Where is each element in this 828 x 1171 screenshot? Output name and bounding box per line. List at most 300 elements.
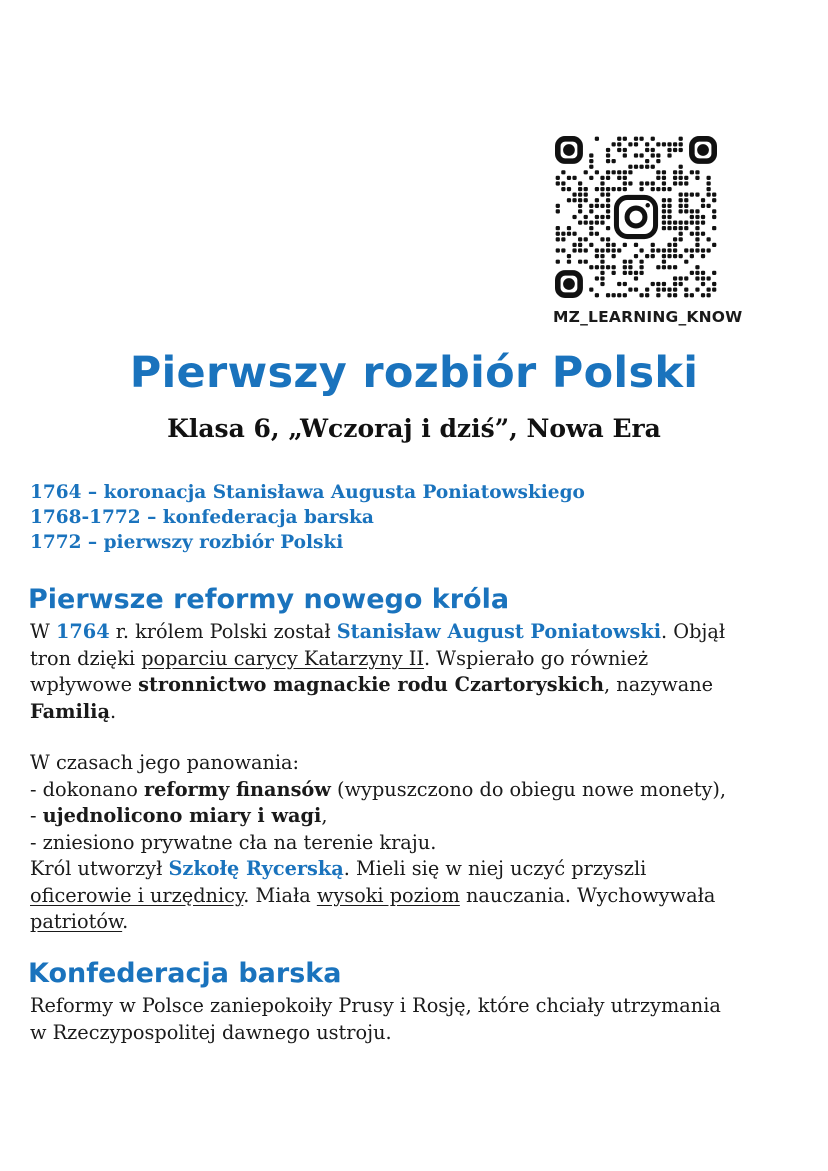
qr-module — [628, 287, 632, 291]
qr-module — [634, 142, 638, 146]
qr-module — [695, 265, 699, 269]
qr-module — [595, 170, 599, 174]
qr-module — [662, 215, 666, 219]
qr-module — [690, 193, 694, 197]
qr-module — [662, 260, 666, 264]
qr-module — [612, 187, 616, 191]
qr-module — [690, 220, 694, 224]
qr-module — [612, 254, 616, 258]
qr-module — [673, 248, 677, 252]
qr-module — [572, 248, 576, 252]
qr-module — [701, 198, 705, 202]
qr-module — [623, 187, 627, 191]
text: - dokonano — [30, 777, 144, 801]
qr-module — [589, 176, 593, 180]
qr-module — [617, 282, 621, 286]
qr-module — [578, 198, 582, 202]
qr-module — [656, 248, 660, 252]
text-line — [30, 619, 810, 646]
qr-module — [667, 153, 671, 157]
qr-module — [584, 170, 588, 174]
qr-module — [701, 282, 705, 286]
qr-module — [651, 137, 655, 141]
qr-module — [684, 204, 688, 208]
qr-module — [584, 220, 588, 224]
qr-module — [684, 260, 688, 264]
instagram-icon — [612, 193, 660, 241]
qr-module — [578, 187, 582, 191]
qr-module — [634, 153, 638, 157]
qr-module — [606, 209, 610, 213]
qr-module — [634, 271, 638, 275]
qr-module — [690, 170, 694, 174]
qr-module — [617, 293, 621, 297]
qr-module — [712, 226, 716, 230]
qr-module — [584, 260, 588, 264]
qr-module — [645, 165, 649, 169]
timeline — [30, 480, 585, 555]
qr-module — [667, 142, 671, 146]
qr-module — [662, 198, 666, 202]
text: . Wspierało go również — [424, 646, 649, 670]
text: (wypuszczono do obiegu nowe monety), — [330, 777, 727, 801]
qr-module — [695, 226, 699, 230]
qr-module — [679, 165, 683, 169]
text: wpływowe — [30, 673, 139, 696]
qr-module — [673, 170, 677, 174]
qr-module — [589, 226, 593, 230]
qr-module — [684, 193, 688, 197]
qr-module — [623, 137, 627, 141]
qr-module — [600, 193, 604, 197]
qr-module — [662, 226, 666, 230]
qr-module — [706, 193, 710, 197]
qr-module — [589, 209, 593, 213]
qr-module — [595, 248, 599, 252]
qr-module — [667, 209, 671, 213]
bold-text: Familią — [30, 699, 110, 723]
qr-module — [695, 271, 699, 275]
bold-text: ujednolicono miary i wagi — [42, 804, 322, 827]
qr-module — [651, 148, 655, 152]
qr-module — [706, 276, 710, 280]
qr-module — [656, 176, 660, 180]
qr-module — [623, 153, 627, 157]
qr-module — [701, 204, 705, 208]
qr-module — [623, 148, 627, 152]
qr-module — [651, 153, 655, 157]
qr-module — [667, 287, 671, 291]
qr-module — [584, 193, 588, 197]
underlined-text: poparciu carycy Katarzyny II — [141, 646, 425, 670]
qr-module — [684, 209, 688, 213]
qr-module — [639, 248, 643, 252]
qr-module — [662, 287, 666, 291]
text: W — [30, 620, 56, 643]
qr-module — [589, 159, 593, 163]
qr-module — [567, 187, 571, 191]
qr-module — [651, 187, 655, 191]
qr-module — [667, 220, 671, 224]
reforms-paragraph-2 — [30, 750, 810, 936]
qr-module — [578, 181, 582, 185]
qr-module — [606, 193, 610, 197]
qr-module — [645, 254, 649, 258]
qr-module — [556, 226, 560, 230]
qr-module — [606, 153, 610, 157]
qr-module — [589, 153, 593, 157]
qr-module — [679, 209, 683, 213]
qr-module — [567, 198, 571, 202]
list-item: - zniesiono prywatne cła na terenie kraju. — [30, 830, 437, 854]
qr-module — [695, 243, 699, 247]
qr-module — [684, 226, 688, 230]
qr-module — [679, 276, 683, 280]
qr-module — [667, 198, 671, 202]
qr-module — [628, 142, 632, 146]
qr-module — [662, 282, 666, 286]
timeline-item: 1768-1772 – konfederacja barska — [30, 507, 374, 528]
qr-module — [679, 237, 683, 241]
qr-module — [578, 237, 582, 241]
qr-module — [578, 243, 582, 247]
qr-module — [600, 260, 604, 264]
text: nauczania. Wychowywała — [459, 883, 716, 907]
qr-module — [662, 170, 666, 174]
qr-module — [623, 271, 627, 275]
qr-module — [556, 181, 560, 185]
qr-module — [584, 248, 588, 252]
qr-module — [572, 215, 576, 219]
qr-module — [679, 142, 683, 146]
qr-module — [612, 243, 616, 247]
qr-module — [662, 209, 666, 213]
qr-module — [690, 209, 694, 213]
qr-module — [639, 271, 643, 275]
qr-module — [595, 276, 599, 280]
qr-module — [651, 181, 655, 185]
qr-code-block — [552, 136, 743, 326]
qr-module — [673, 148, 677, 152]
qr-module — [578, 248, 582, 252]
qr-module — [623, 176, 627, 180]
qr-module — [712, 287, 716, 291]
qr-module — [695, 232, 699, 236]
qr-module — [684, 198, 688, 202]
qr-module — [706, 287, 710, 291]
qr-module — [679, 232, 683, 236]
qr-module — [645, 142, 649, 146]
qr-module — [572, 243, 576, 247]
qr-module — [695, 215, 699, 219]
qr-module — [679, 137, 683, 141]
qr-module — [656, 170, 660, 174]
qr-module — [662, 265, 666, 269]
text: . — [110, 699, 117, 723]
qr-module — [712, 243, 716, 247]
qr-module — [572, 232, 576, 236]
qr-module — [651, 282, 655, 286]
qr-module — [673, 254, 677, 258]
qr-module — [712, 215, 716, 219]
qr-module — [617, 148, 621, 152]
qr-module — [695, 287, 699, 291]
qr-module — [595, 232, 599, 236]
qr-module — [567, 254, 571, 258]
confederation-paragraph — [30, 993, 810, 1046]
qr-module — [695, 193, 699, 197]
qr-module — [679, 282, 683, 286]
qr-module — [567, 176, 571, 180]
qr-module — [589, 287, 593, 291]
qr-module — [673, 237, 677, 241]
qr-module — [684, 287, 688, 291]
qr-module — [673, 181, 677, 185]
qr-module — [651, 248, 655, 252]
qr-module — [556, 204, 560, 208]
king-name: Stanisław August Poniatowski — [336, 620, 662, 643]
qr-module — [656, 287, 660, 291]
bold-text: stronnictwo magnackie rodu Czartoryskich — [138, 673, 605, 696]
qr-module — [662, 181, 666, 185]
qr-module — [617, 142, 621, 146]
qr-module — [595, 265, 599, 269]
timeline-item: 1772 – pierwszy rozbiór Polski — [30, 532, 344, 553]
qr-module — [706, 237, 710, 241]
qr-module — [695, 248, 699, 252]
qr-module — [639, 137, 643, 141]
qr-module — [673, 265, 677, 269]
qr-module — [595, 198, 599, 202]
qr-module — [701, 254, 705, 258]
qr-module — [634, 165, 638, 169]
qr-module — [606, 248, 610, 252]
qr-module — [684, 276, 688, 280]
text: , — [321, 804, 328, 827]
qr-module — [662, 142, 666, 146]
qr-module — [589, 220, 593, 224]
qr-module — [639, 260, 643, 264]
qr-module — [695, 237, 699, 241]
qr-module — [706, 181, 710, 185]
qr-module — [684, 220, 688, 224]
qr-module — [567, 232, 571, 236]
page-subtitle: Klasa 6, „Wczoraj i dziś”, Nowa Era — [167, 414, 661, 443]
qr-module — [556, 260, 560, 264]
qr-module — [679, 170, 683, 174]
qr-module — [567, 226, 571, 230]
qr-module — [639, 181, 643, 185]
qr-module — [634, 254, 638, 258]
qr-module — [623, 243, 627, 247]
qr-code[interactable] — [555, 136, 717, 298]
qr-module — [695, 209, 699, 213]
qr-module — [667, 226, 671, 230]
qr-module — [706, 248, 710, 252]
qr-module — [584, 198, 588, 202]
qr-module — [600, 271, 604, 275]
qr-module — [645, 287, 649, 291]
qr-module — [600, 254, 604, 258]
qr-module — [600, 176, 604, 180]
qr-module — [684, 248, 688, 252]
qr-module — [634, 137, 638, 141]
section-heading-confederation: Konfederacja barska — [28, 958, 342, 989]
qr-module — [617, 187, 621, 191]
qr-module — [673, 220, 677, 224]
qr-module — [651, 254, 655, 258]
bold-text: reformy finansów — [143, 777, 331, 801]
qr-module — [578, 220, 582, 224]
qr-module — [645, 148, 649, 152]
qr-module — [606, 187, 610, 191]
qr-module — [606, 159, 610, 163]
qr-module — [572, 176, 576, 180]
qr-module — [628, 260, 632, 264]
qr-module — [673, 276, 677, 280]
qr-module — [662, 254, 666, 258]
qr-module — [701, 232, 705, 236]
qr-module — [595, 254, 599, 258]
qr-module — [561, 232, 565, 236]
text: Król utworzył — [30, 857, 169, 880]
qr-module — [656, 187, 660, 191]
qr-module — [612, 170, 616, 174]
qr-module — [606, 148, 610, 152]
qr-module — [706, 176, 710, 180]
qr-module — [662, 248, 666, 252]
qr-module — [712, 271, 716, 275]
qr-module — [662, 176, 666, 180]
qr-module — [690, 271, 694, 275]
qr-module — [656, 142, 660, 146]
qr-module — [695, 220, 699, 224]
text: . Miała — [243, 883, 317, 907]
qr-module — [606, 204, 610, 208]
school-name: Szkołę Rycerską — [168, 857, 344, 880]
text: . Objął — [661, 620, 726, 643]
qr-module — [679, 254, 683, 258]
qr-module — [690, 254, 694, 258]
qr-module — [679, 198, 683, 202]
qr-module — [645, 159, 649, 163]
qr-module — [556, 232, 560, 236]
qr-module — [600, 282, 604, 286]
qr-module — [673, 176, 677, 180]
qr-module — [679, 181, 683, 185]
qr-module — [595, 204, 599, 208]
instagram-handle: MZ_LEARNING_KNOW — [553, 308, 743, 326]
qr-module — [561, 248, 565, 252]
qr-module — [578, 204, 582, 208]
qr-module — [600, 248, 604, 252]
qr-module — [561, 181, 565, 185]
qr-module — [606, 170, 610, 174]
qr-module — [617, 248, 621, 252]
qr-module — [679, 176, 683, 180]
qr-module — [712, 209, 716, 213]
qr-module — [606, 215, 610, 219]
qr-module — [584, 187, 588, 191]
qr-module — [684, 181, 688, 185]
qr-module — [578, 193, 582, 197]
qr-module — [667, 215, 671, 219]
qr-module — [684, 176, 688, 180]
qr-module — [645, 293, 649, 297]
text: . Mieli się w niej uczyć przyszli — [343, 857, 647, 880]
qr-module — [667, 293, 671, 297]
qr-module — [606, 198, 610, 202]
qr-module — [628, 170, 632, 174]
qr-module — [606, 243, 610, 247]
underlined-text: wysoki poziom — [316, 883, 460, 907]
qr-module — [623, 282, 627, 286]
qr-module — [679, 148, 683, 152]
qr-module — [656, 153, 660, 157]
qr-module — [656, 265, 660, 269]
qr-module — [667, 243, 671, 247]
qr-module — [701, 215, 705, 219]
underlined-text: patriotów — [30, 910, 123, 933]
qr-module — [572, 193, 576, 197]
qr-module — [600, 237, 604, 241]
qr-module — [639, 293, 643, 297]
year-1764: 1764 — [55, 620, 110, 643]
qr-module — [673, 226, 677, 230]
text: tron dzięki — [30, 646, 142, 670]
text-line — [30, 672, 810, 699]
qr-module — [589, 232, 593, 236]
qr-module — [701, 276, 705, 280]
qr-module — [623, 181, 627, 185]
qr-module — [623, 260, 627, 264]
text-line — [30, 699, 810, 726]
qr-module — [617, 137, 621, 141]
qr-module — [606, 176, 610, 180]
qr-module — [595, 293, 599, 297]
qr-module — [662, 220, 666, 224]
qr-module — [667, 204, 671, 208]
qr-module — [572, 198, 576, 202]
qr-module — [701, 271, 705, 275]
qr-module — [706, 293, 710, 297]
qr-module — [589, 165, 593, 169]
section-heading-reforms: Pierwsze reformy nowego króla — [28, 584, 510, 615]
qr-module — [595, 137, 599, 141]
qr-module — [606, 265, 610, 269]
qr-module — [679, 193, 683, 197]
qr-module — [695, 170, 699, 174]
qr-module — [584, 215, 588, 219]
qr-module — [561, 170, 565, 174]
reforms-paragraph-1 — [30, 619, 810, 725]
qr-module — [639, 265, 643, 269]
qr-module — [612, 159, 616, 163]
qr-module — [556, 176, 560, 180]
qr-module — [673, 282, 677, 286]
text-line: W czasach jego panowania: — [30, 751, 300, 774]
qr-module — [589, 243, 593, 247]
qr-module — [600, 265, 604, 269]
text: - — [30, 804, 43, 827]
qr-module — [656, 293, 660, 297]
text: , nazywane — [604, 673, 714, 696]
qr-module — [612, 265, 616, 269]
qr-module — [667, 148, 671, 152]
qr-module — [684, 293, 688, 297]
qr-module — [567, 260, 571, 264]
qr-module — [628, 265, 632, 269]
